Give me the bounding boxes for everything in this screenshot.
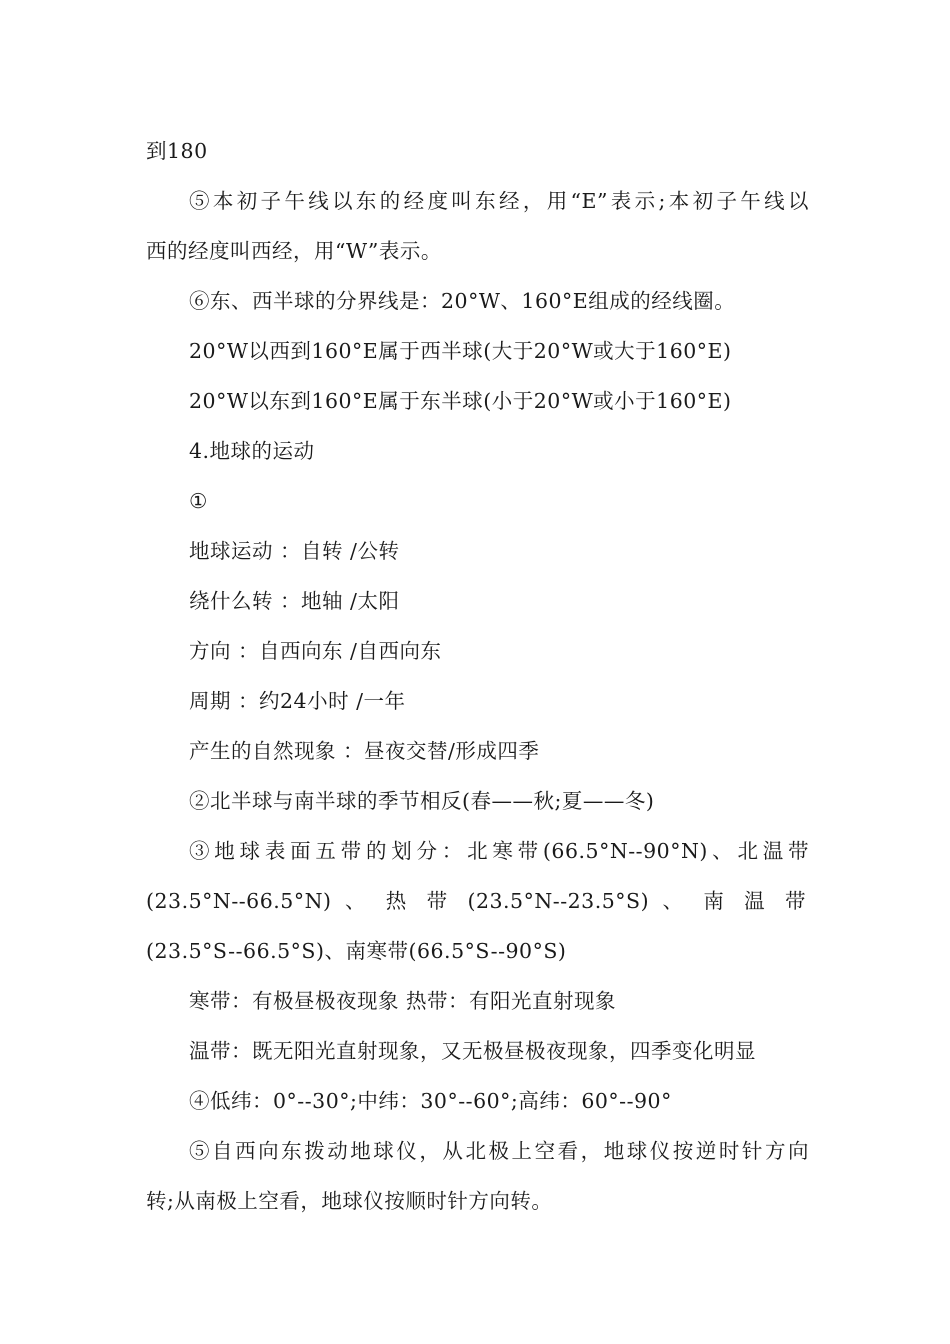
text-line: 20°W以东到160°E属于东半球(小于20°W或小于160°E) <box>189 389 732 413</box>
section-heading: 4.地球的运动 <box>189 439 315 463</box>
text-line: ⑤自西向东拨动地球仪，从北极上空看，地球仪按逆时针方向 <box>189 1139 809 1163</box>
text-line: ②北半球与南半球的季节相反(春——秋;夏——冬) <box>189 789 655 813</box>
text-line: 周期 ：约24小时 /一年 <box>189 689 406 713</box>
text-line: ⑥东、西半球的分界线是：20°W、160°E组成的经线圈。 <box>189 289 736 313</box>
text-line: 转;从南极上空看，地球仪按顺时针方向转。 <box>146 1189 553 1213</box>
text-line: 20°W以西到160°E属于西半球(大于20°W或大于160°E) <box>189 339 732 363</box>
text-line: 西的经度叫西经，用“W”表示。 <box>146 239 442 263</box>
text-line: ⑤本初子午线以东的经度叫东经，用“E”表示;本初子午线以 <box>189 189 809 213</box>
text-line: 绕什么转 ：地轴 /太阳 <box>189 589 400 613</box>
text-line: (23.5°S--66.5°S)、南寒带(66.5°S--90°S) <box>146 939 567 963</box>
text-line: 地球运动 ：自转 /公转 <box>189 539 400 563</box>
text-line: 到180 <box>146 139 208 163</box>
text-line: ④低纬：0°--30°;中纬：30°--60°;高纬：60°--90° <box>189 1089 672 1113</box>
text-line: 方向 ：自西向东 /自西向东 <box>189 639 442 663</box>
text-line: 产生的自然现象 ：昼夜交替/形成四季 <box>189 739 540 763</box>
text-line: (23.5°N--66.5°N) 、 热 带 (23.5°N--23.5°S) 、 南 温 带 <box>146 889 806 913</box>
text-line: ③地球表面五带的划分：北寒带(66.5°N--90°N)、北温带 <box>189 839 809 863</box>
text-line: 温带：既无阳光直射现象，又无极昼极夜现象，四季变化明显 <box>189 1039 756 1063</box>
text-line: 寒带：有极昼极夜现象 热带：有阳光直射现象 <box>189 989 617 1013</box>
text-line: ① <box>189 489 208 513</box>
